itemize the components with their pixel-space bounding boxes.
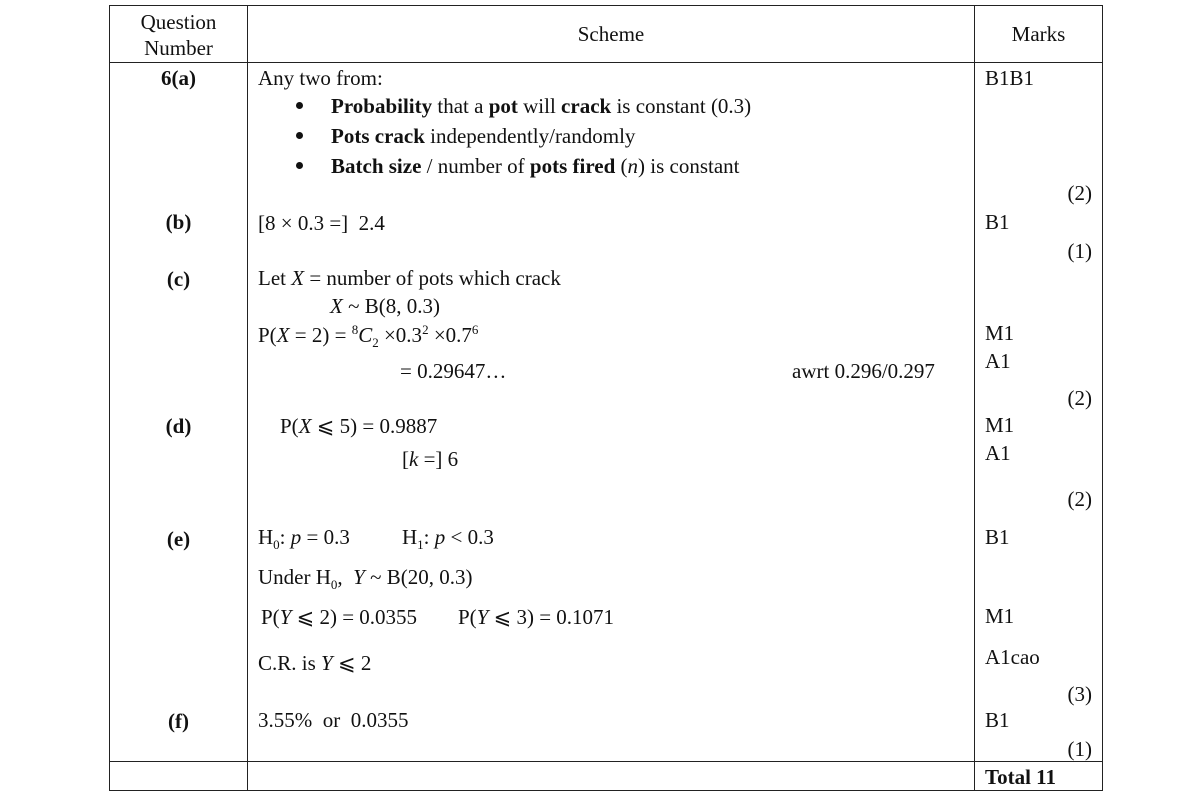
header-number-label: Number [144, 36, 213, 60]
text-run: H [402, 525, 418, 549]
text-run: = number of pots which crack [304, 266, 561, 290]
text-run: p [290, 525, 302, 549]
text-run: ×0.7 [428, 323, 472, 347]
part-d-line-1 [280, 414, 437, 438]
text-run: Let [258, 266, 292, 290]
text-run: pots fired [529, 154, 616, 178]
text-run: n [627, 154, 639, 178]
header-question-label: Question [140, 10, 217, 34]
text-run: 2 [372, 335, 379, 351]
part-d-total: (2) [1067, 487, 1092, 511]
text-run: P( [458, 605, 477, 629]
text-run: will [517, 94, 562, 118]
text-run: [ [402, 447, 409, 471]
text-run: = 0.3 [301, 525, 350, 549]
text-run: ) is constant [638, 154, 740, 178]
text-run: is constant (0.3) [611, 94, 752, 118]
text-run: Probability [331, 94, 433, 118]
text-run: crack [561, 94, 612, 118]
part-c-label: (c) [166, 267, 191, 291]
text-run: independently/randomly [424, 124, 636, 148]
part-a-label: 6(a) [161, 66, 196, 90]
part-c-line-1 [258, 266, 561, 290]
text-run: 1 [417, 537, 424, 553]
part-e-total: (3) [1067, 682, 1092, 706]
table-left-border [109, 5, 110, 791]
grand-total: Total 11 [985, 765, 1056, 789]
table-bottom-border [109, 790, 1103, 791]
footer-top-border [109, 761, 1103, 762]
part-a-bullet-3 [331, 154, 740, 178]
part-e-under-h0 [258, 565, 473, 593]
bullet-icon [296, 132, 303, 139]
part-e-label: (e) [166, 527, 191, 551]
part-f-total: (1) [1067, 737, 1092, 761]
text-run: X [330, 294, 343, 318]
part-c-line-3 [258, 322, 479, 351]
part-e-alt-hypothesis [402, 525, 494, 553]
text-run: : [423, 525, 435, 549]
part-c-mark-1: M1 [985, 321, 1015, 345]
part-d-mark-2: A1 [985, 441, 1011, 465]
text-run: 2 [422, 322, 429, 337]
text-run: , [337, 565, 354, 589]
column-divider-1 [247, 5, 248, 791]
text-run: 6 [471, 322, 479, 337]
part-e-critical-region [258, 651, 371, 675]
text-run: ⩽ 2 [332, 651, 372, 675]
header-question-number [110, 9, 247, 61]
text-run: H [258, 525, 274, 549]
text-run: P( [261, 605, 280, 629]
part-d-mark-1: M1 [985, 413, 1015, 437]
bullet-icon [296, 102, 303, 109]
text-run: ⩽ 5) = 0.9887 [311, 414, 438, 438]
text-run: X [276, 323, 290, 347]
part-f-mark: B1 [985, 708, 1010, 732]
text-run: Y [279, 605, 292, 629]
bullet-icon [296, 162, 303, 169]
part-c-mark-2: A1 [985, 349, 1011, 373]
table-right-border [1102, 5, 1103, 791]
part-c-line-4: = 0.29647… [400, 359, 507, 383]
text-run: C [358, 323, 373, 347]
text-run: Y [353, 565, 365, 589]
part-c-total: (2) [1067, 386, 1092, 410]
part-c-note: awrt 0.296/0.297 [792, 359, 935, 383]
part-f-working: 3.55% or 0.0355 [258, 708, 409, 732]
text-run: 8 [351, 322, 359, 337]
text-run: =] 6 [418, 447, 459, 471]
text-run: C.R. is [258, 651, 322, 675]
text-run: 0 [273, 537, 280, 553]
text-run: p [434, 525, 446, 549]
table-top-border [109, 5, 1103, 6]
header-marks: Marks [1011, 22, 1066, 46]
part-e-mark-1: B1 [985, 525, 1010, 549]
part-e-prob-2 [458, 605, 614, 629]
part-a-total: (2) [1067, 181, 1092, 205]
part-e-prob-1 [261, 605, 417, 629]
text-run: ×0.3 [378, 323, 423, 347]
text-run: < 0.3 [445, 525, 494, 549]
part-a-bullet-2 [331, 124, 635, 148]
text-run: : [279, 525, 291, 549]
text-run: that a [432, 94, 489, 118]
part-a-intro: Any two from: [258, 66, 383, 90]
text-run: P( [280, 414, 299, 438]
part-b-mark: B1 [985, 210, 1010, 234]
part-b-working: [8 × 0.3 =] 2.4 [258, 211, 385, 235]
part-e-mark-2: M1 [985, 604, 1015, 628]
text-run: Under H [258, 565, 331, 589]
text-run: ~ B(20, 0.3) [364, 565, 473, 589]
part-c-line-2 [330, 294, 440, 318]
text-run: X [291, 266, 305, 290]
text-run: pot [488, 94, 518, 118]
text-run: Batch size [331, 154, 422, 178]
text-run: ⩽ 3) = 0.1071 [488, 605, 615, 629]
text-run: Y [321, 651, 333, 675]
header-scheme: Scheme [577, 22, 645, 46]
text-run: Y [476, 605, 489, 629]
text-run: 0 [330, 577, 338, 593]
text-run: ~ B(8, 0.3) [342, 294, 440, 318]
part-d-line-2 [402, 447, 458, 471]
part-d-label: (d) [165, 414, 192, 438]
text-run: ⩽ 2) = 0.0355 [291, 605, 418, 629]
header-bottom-border [109, 62, 1103, 63]
part-e-mark-3: A1cao [985, 645, 1040, 669]
column-divider-2 [974, 5, 975, 791]
part-a-mark: B1B1 [985, 66, 1035, 90]
part-b-total: (1) [1067, 239, 1092, 263]
text-run: Pots crack [331, 124, 425, 148]
part-b-label: (b) [165, 210, 192, 234]
part-e-hypotheses [258, 525, 350, 553]
part-f-label: (f) [168, 709, 189, 733]
text-run: = 2) = [289, 323, 352, 347]
text-run: P( [258, 323, 277, 347]
text-run: / number of [421, 154, 530, 178]
text-run: k [409, 447, 419, 471]
part-a-bullet-1 [331, 94, 751, 118]
text-run: ( [615, 154, 628, 178]
text-run: X [298, 414, 312, 438]
